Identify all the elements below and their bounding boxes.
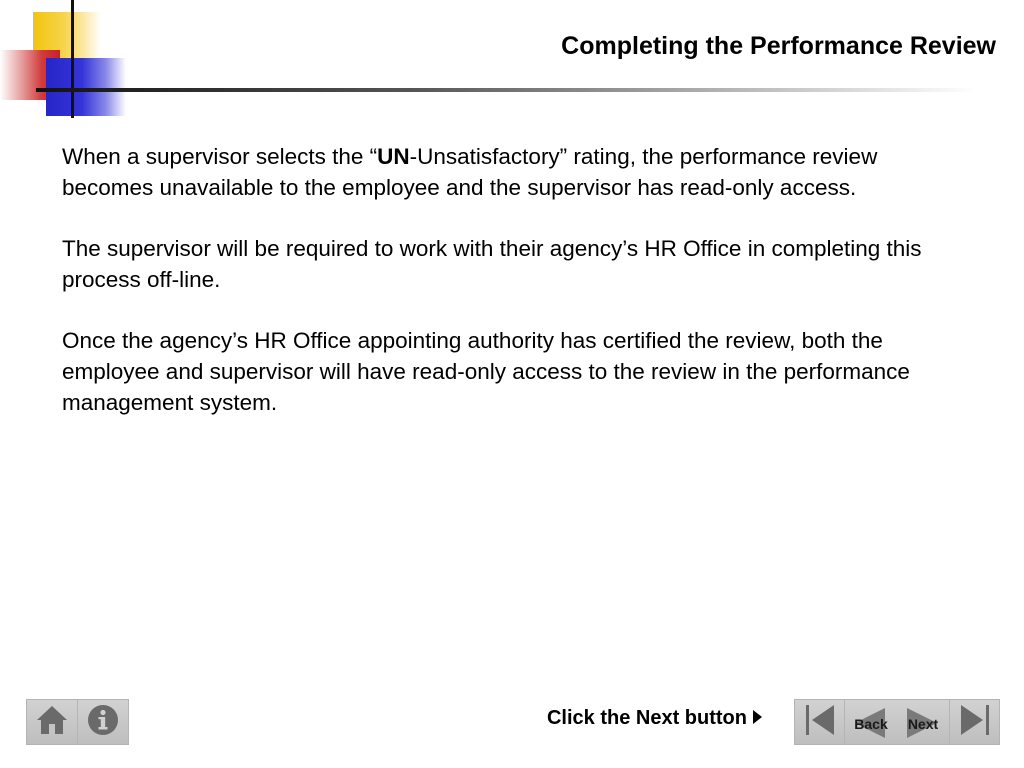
slide-body xyxy=(62,141,972,448)
first-slide-button[interactable] xyxy=(795,700,845,744)
para1-before: When a supervisor selects the “ xyxy=(62,144,378,169)
next-button[interactable] xyxy=(897,700,949,744)
right-triangle-icon xyxy=(753,707,762,730)
back-button[interactable] xyxy=(845,700,897,744)
next-prompt xyxy=(547,707,762,730)
first-slide-icon xyxy=(802,703,838,742)
last-slide-button[interactable] xyxy=(949,700,999,744)
paragraph-hr-office: The supervisor will be required to work with their agency’s HR Office in completing this process off-line. xyxy=(62,236,922,292)
right-nav-bar xyxy=(794,699,1000,745)
paragraph-unsatisfactory xyxy=(62,141,972,203)
back-label: Back xyxy=(854,716,888,732)
para1-after: -Unsatisfactory” rating, the performance review becomes unavailable to the employee and the supervisor has read-only access. xyxy=(62,144,878,200)
next-label: Next xyxy=(907,716,939,732)
last-slide-icon xyxy=(957,703,993,742)
back-next-group xyxy=(845,700,949,744)
header-divider xyxy=(36,88,976,92)
page-title: Completing the Performance Review xyxy=(561,32,996,60)
prompt-text: Click the Next button xyxy=(546,707,747,729)
info-icon xyxy=(86,703,120,742)
logo-decoration xyxy=(0,0,140,120)
home-icon xyxy=(35,704,69,741)
left-nav-bar xyxy=(26,699,129,745)
rating-code: UN xyxy=(377,144,410,169)
logo-vertical-line xyxy=(71,0,74,118)
logo-blue-square xyxy=(46,58,126,116)
paragraph-certification: Once the agency’s HR Office appointing authority has certified the review, both the employee and supervisor will have read-only access to the review in the performance management system. xyxy=(62,328,910,415)
home-button[interactable] xyxy=(27,700,78,744)
info-button[interactable] xyxy=(78,700,128,744)
